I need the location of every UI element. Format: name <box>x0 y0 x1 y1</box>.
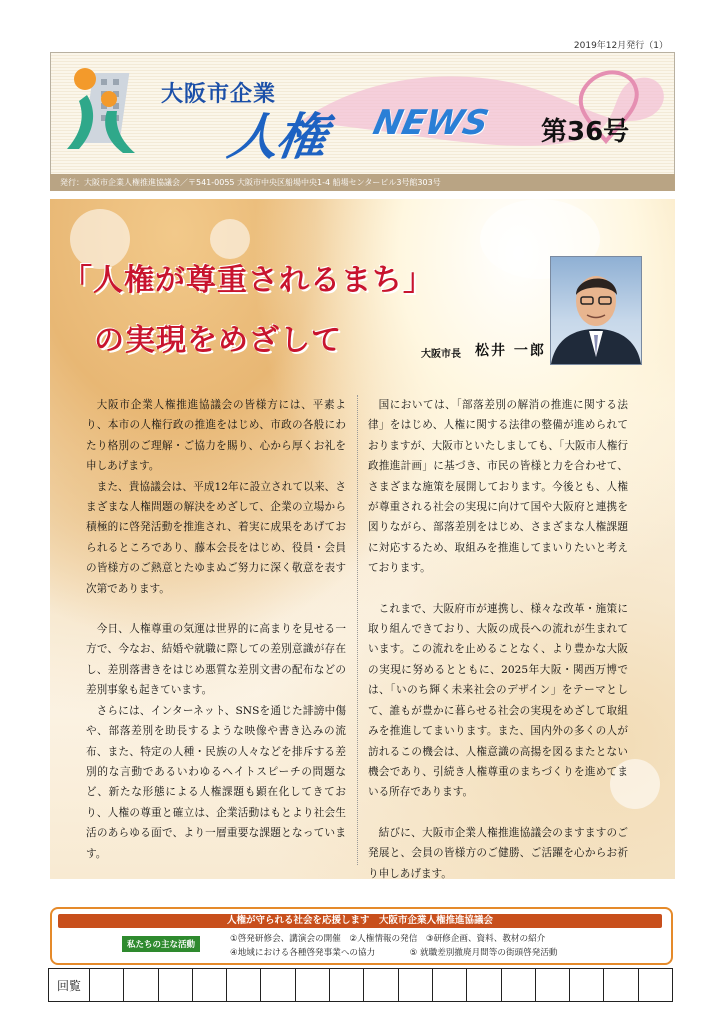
paragraph: 今日、人権尊重の気運は世界的に高まりを見せる一方で、今なお、結婚や就職に際しての差別意識が存在し、差別落書きをはじめ悪質な差別文書の配布などの差別事象も起きています。 <box>86 623 346 697</box>
masthead <box>50 52 675 176</box>
circulation-table <box>48 968 673 1002</box>
newsletter-title-main: 人権 <box>224 107 329 166</box>
circulation-cell <box>604 969 638 1001</box>
circulation-label: 回覧 <box>49 969 90 1001</box>
circulation-cell <box>399 969 433 1001</box>
circulation-cell <box>536 969 570 1001</box>
circulation-cell <box>330 969 364 1001</box>
article-section <box>50 199 675 879</box>
paragraph: 結びに、大阪市企業人権推進協議会のますますのご発展と、会員の皆様方のご健勝、ご活躍を心からお祈り申しあげます。 <box>368 826 628 879</box>
circulation-cell <box>193 969 227 1001</box>
article-headline: 「人権が尊重されるまち」 <box>62 263 434 298</box>
circulation-cell <box>467 969 501 1001</box>
paragraph: これまで、大阪府市が連携し、様々な改革・施策に取り組んできており、大阪の成長への流れが生まれています。この流れを止めることなく、より豊かな大阪の実現に努めるとともに、2025年大阪・関西万博では、「いのち輝く未来社会のデザイン」をテーマとして、誰もが豊かに暮らせる社会の実現をめざして取組みを推進してまいります。また、国内外の多くの人が訪れるこの機会は、人権意識の高揚を図るまたとない機会であり、引続き人権尊重のまちづくりを進めてまいる所存であります。 <box>368 602 628 799</box>
circulation-cell <box>159 969 193 1001</box>
paragraph: 国においては、「部落差別の解消の推進に関する法律」をはじめ、人権に関する法律の整備が進められておりますが、大阪市といたしましても、「大阪市人権行政推進計画」に基づき、市民の皆様と力を合わせて、さまざまな施策を展開しております。今後とも、人権が尊重される社会の実現に向けて国や大阪府と連携を図りながら、部落差別をはじめ、さまざまな人権課題に対応するため、取組みを推進してまいりたいと考えております。 <box>368 399 628 575</box>
circulation-cell <box>261 969 295 1001</box>
circulation-cell <box>433 969 467 1001</box>
article-subhead: の実現をめざして <box>94 323 342 358</box>
bokeh-light <box>210 219 250 259</box>
circulation-cell <box>639 969 672 1001</box>
portrait-icon <box>551 257 641 364</box>
column-divider <box>357 395 358 865</box>
circulation-cell <box>90 969 124 1001</box>
paragraph: さらには、インターネット、SNSを通じた誹謗中傷や、部落差別を助長するような映像や書き込みの流布、また、特定の人種・民族の人々などを排斥する差別的な言動であるいわゆるヘイトスピーチの問題など、新たな形態による人権課題も顕在化してきており、人権の尊重と確立は、企業活動はもとより社会生活のあらゆる面で、より一層重要な課題となっています。 <box>86 704 346 860</box>
circulation-cell <box>227 969 261 1001</box>
issue-number: 第36号 <box>541 117 630 147</box>
activities-line-2: ④地域における各種啓発事業への協力 ⑤ 就職差別撤廃月間等の街頭啓発活動 <box>230 948 558 958</box>
circulation-cell <box>364 969 398 1001</box>
publisher-bar: 発行：大阪市企業人権推進協議会／〒541-0055 大阪市中央区船場中央1-4 船場センタービル3号館303号 <box>50 174 675 191</box>
org-name: 大阪市企業 <box>161 82 277 107</box>
author-name: 松井 一郎 <box>475 343 546 359</box>
circulation-cell <box>502 969 536 1001</box>
newsletter-title-news: NEWS <box>369 103 492 143</box>
activities-banner: 人権が守られる社会を応援します 大阪市企業人権推進協議会 <box>58 914 662 928</box>
circulation-cell <box>124 969 158 1001</box>
activities-label: 私たちの主な活動 <box>122 936 200 952</box>
circulation-cell <box>296 969 330 1001</box>
paragraph: また、貴協議会は、平成12年に設立されて以来、さまざまな人権問題の解決をめざして、企業の立場から積極的に啓発活動を推進され、着実に成果をあげておられるところであり、藤本会長をはじめ、役員・会員の皆様方のご熱意とたゆまぬご努力に深く敬意を表す次第であります。 <box>86 480 346 595</box>
mascot-logo-icon <box>57 61 147 161</box>
activities-box <box>50 907 673 965</box>
publish-date: 2019年12月発行（1） <box>573 41 668 51</box>
article-column-left <box>86 395 346 864</box>
mayor-photo <box>550 256 642 365</box>
article-column-right <box>368 395 628 879</box>
activities-line-1: ①啓発研修会、講演会の開催 ②人権情報の発信 ③研修企画、資料、教材の紹介 <box>230 934 546 944</box>
paragraph: 大阪市企業人権推進協議会の皆様方には、平素より、本市の人権行政の推進をはじめ、市政の各般にわたり格別のご理解・ご協力を賜り、心から厚くお礼を申しあげます。 <box>86 399 346 473</box>
circulation-cell <box>570 969 604 1001</box>
author-title: 大阪市長 <box>421 349 461 360</box>
